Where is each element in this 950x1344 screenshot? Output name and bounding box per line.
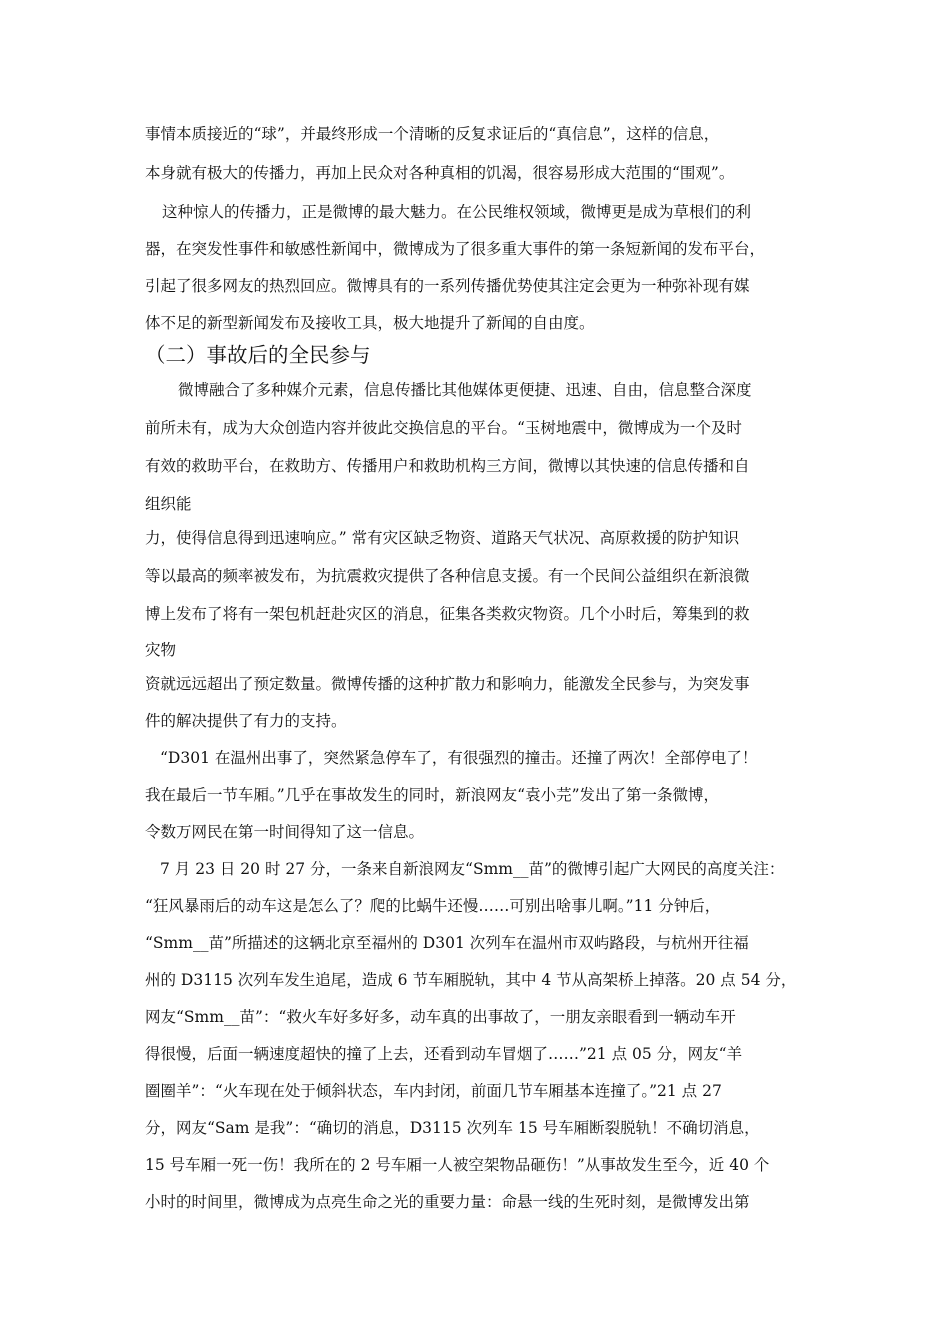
paragraph-line: 得很慢，后面一辆速度超快的撞了上去，还看到动车冒烟了……”21 点 05 分，网友“羊: [145, 1045, 743, 1063]
paragraph-line: 资就远远超出了预定数量。微博传播的这种扩散力和影响力，能激发全民参与，为突发事: [145, 675, 750, 693]
paragraph-line: 前所未有，成为大众创造内容并彼此交换信息的平台。“玉树地震中，微博成为一个及时: [145, 419, 742, 437]
paragraph-line: 器，在突发性事件和敏感性新闻中，微博成为了很多重大事件的第一条短新闻的发布平台，: [145, 240, 766, 258]
paragraph-line: 力，使得信息得到迅速响应。” 常有灾区缺乏物资、道路天气状况、高原救援的防护知识: [145, 529, 740, 547]
paragraph-line: 15 号车厢一死一伤！我所在的 2 号车厢一人被空架物品砸伤！”从事故发生至今，近 40 个: [145, 1156, 770, 1174]
paragraph-line: 本身就有极大的传播力，再加上民众对各种真相的饥渴，很容易形成大范围的“围观”。: [145, 164, 735, 182]
paragraph-line: 我在最后一节车厢。”几乎在事故发生的同时，新浪网友“袁小芫”发出了第一条微博，: [145, 786, 720, 804]
paragraph-line: 引起了很多网友的热烈回应。微博具有的一系列传播优势使其注定会更为一种弥补现有媒: [145, 277, 750, 295]
paragraph-line: 令数万网民在第一时间得知了这一信息。: [145, 823, 425, 841]
paragraph-line: 灾物: [145, 641, 177, 659]
paragraph-line: 7 月 23 日 20 时 27 分，一条来自新浪网友“Smm__苗”的微博引起广大网民的高度关注：: [160, 860, 785, 878]
paragraph-line: 等以最高的频率被发布，为抗震救灾提供了各种信息支援。有一个民间公益组织在新浪微: [145, 567, 750, 585]
paragraph-line: 事情本质接近的“球”，并最终形成一个清晰的反复求证后的“真信息”，这样的信息，: [145, 125, 720, 143]
paragraph-line: “D301 在温州出事了，突然紧急停车了，有很强烈的撞击。还撞了两次！全部停电了！: [160, 749, 758, 767]
paragraph-line: “狂风暴雨后的动车这是怎么了？爬的比蜗牛还慢……可别出啥事儿啊。”11 分钟后，: [145, 897, 721, 915]
paragraph-line: 博上发布了将有一架包机赶赴灾区的消息，征集各类救灾物资。几个小时后，筹集到的救: [145, 605, 750, 623]
paragraph-line: 分，网友“Sam 是我”：“确切的消息，D3115 次列车 15 号车厢断裂脱轨！不确切消息，: [145, 1119, 760, 1137]
paragraph-line: 有效的救助平台，在救助方、传播用户和救助机构三方间，微博以其快速的信息传播和自: [145, 457, 750, 475]
paragraph-line: 件的解决提供了有力的支持。: [145, 712, 347, 730]
paragraph-line: 小时的时间里，微博成为点亮生命之光的重要力量：命悬一线的生死时刻，是微博发出第: [145, 1193, 750, 1211]
paragraph-line: 州的 D3115 次列车发生追尾，造成 6 节车厢脱轨，其中 4 节从高架桥上掉落。20 点 54 分，: [145, 971, 797, 989]
paragraph-line: 这种惊人的传播力，正是微博的最大魅力。在公民维权领域，微博更是成为草根们的利: [162, 203, 752, 221]
paragraph-line: 组织能: [145, 495, 192, 513]
paragraph-line: 网友“Smm__苗”：“救火车好多好多，动车真的出事故了，一朋友亲眼看到一辆动车开: [145, 1008, 736, 1026]
paragraph-line: 微博融合了多种媒介元素，信息传播比其他媒体更便捷、迅速、自由，信息整合深度: [178, 381, 752, 399]
section-heading: （二）事故后的全民参与: [145, 343, 371, 367]
paragraph-line: “Smm__苗”所描述的这辆北京至福州的 D301 次列车在温州市双屿路段，与杭州开往福: [145, 934, 749, 952]
paragraph-line: 圈圈羊”：“火车现在处于倾斜状态，车内封闭，前面几节车厢基本连撞了。”21 点 27: [145, 1082, 722, 1100]
paragraph-line: 体不足的新型新闻发布及接收工具，极大地提升了新闻的自由度。: [145, 314, 595, 332]
